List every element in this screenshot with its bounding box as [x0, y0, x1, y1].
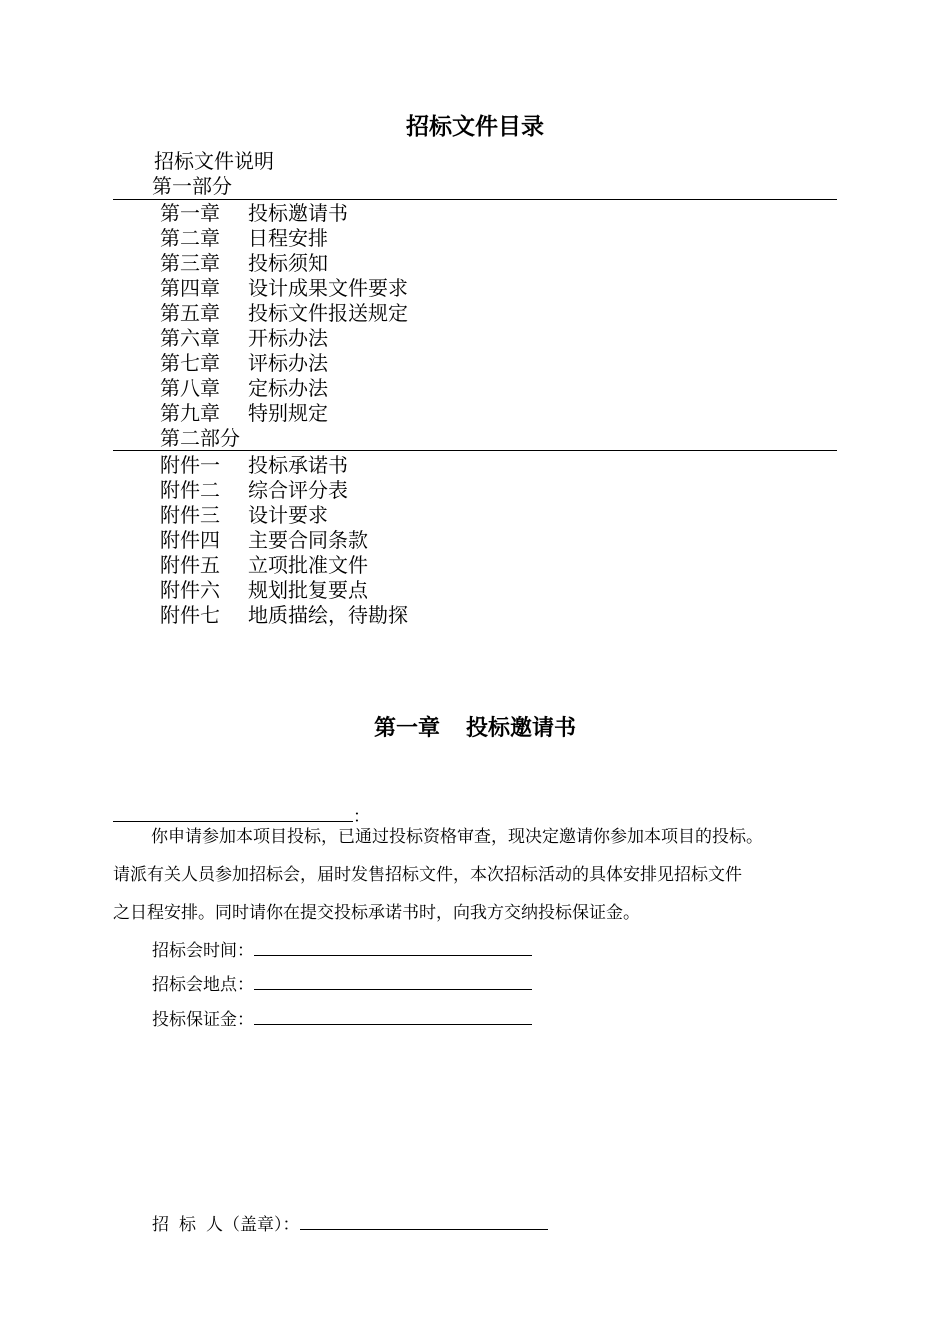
appendix-number: 附件四	[160, 528, 220, 552]
meeting-time-blank[interactable]	[254, 937, 532, 956]
chapter-name: 投标邀请书	[466, 715, 577, 741]
invitation-line-2: 请派有关人员参加招标会，届时发售招标文件，本次招标活动的具体安排见招标文件	[113, 865, 742, 885]
chapter-number: 第九章	[160, 401, 220, 425]
appendix-title: 综合评分表	[248, 478, 348, 502]
appendix-number: 附件五	[160, 553, 220, 577]
chapter-title	[0, 711, 950, 742]
meeting-place-blank[interactable]	[254, 971, 532, 990]
appendix-number: 附件二	[160, 478, 220, 502]
part1-divider	[113, 199, 837, 200]
chapter-title: 日程安排	[248, 226, 328, 250]
toc-appendix-2	[160, 478, 348, 503]
chapter-title: 投标须知	[248, 251, 328, 275]
chapter-title: 评标办法	[248, 351, 328, 375]
appendix-number: 附件七	[160, 603, 220, 627]
meeting-place-label: 招标会地点：	[152, 975, 254, 995]
appendix-title: 规划批复要点	[248, 578, 368, 602]
chapter-title: 投标邀请书	[248, 201, 348, 225]
signer-char: 招	[152, 1215, 169, 1235]
chapter-number: 第八章	[160, 376, 220, 400]
appendix-number: 附件一	[160, 453, 220, 477]
toc-appendix-3	[160, 503, 328, 528]
chapter-number: 第三章	[160, 251, 220, 275]
chapter-title: 投标文件报送规定	[248, 301, 408, 325]
toc-chapter-9	[160, 401, 328, 426]
deposit-blank[interactable]	[254, 1006, 532, 1025]
chapter-number: 第七章	[160, 351, 220, 375]
toc-appendix-4	[160, 528, 368, 553]
toc-intro: 招标文件说明	[154, 149, 274, 173]
chapter-title: 开标办法	[248, 326, 328, 350]
signer-char: 标	[179, 1215, 196, 1235]
signer-suffix: （盖章）：	[223, 1215, 300, 1235]
toc-appendix-7	[160, 603, 408, 628]
toc-chapter-2	[160, 226, 328, 251]
chapter-title: 设计成果文件要求	[248, 276, 408, 300]
chapter-number: 第四章	[160, 276, 220, 300]
toc-part2-heading: 第二部分	[160, 426, 240, 450]
meeting-place-field	[152, 971, 532, 996]
toc-chapter-1	[160, 201, 348, 226]
appendix-title: 立项批准文件	[248, 553, 368, 577]
appendix-title: 设计要求	[248, 503, 328, 527]
toc-chapter-6	[160, 326, 328, 351]
salutation-colon: ：	[353, 807, 370, 827]
chapter-number: 第二章	[160, 226, 220, 250]
chapter-number: 第一章	[373, 715, 440, 741]
signer-char: 人	[206, 1215, 223, 1235]
appendix-title: 地质描绘，待勘探	[248, 603, 408, 627]
appendix-number: 附件三	[160, 503, 220, 527]
chapter-title: 定标办法	[248, 376, 328, 400]
chapter-number: 第五章	[160, 301, 220, 325]
meeting-time-field	[152, 937, 532, 962]
meeting-time-label: 招标会时间：	[152, 941, 254, 961]
chapter-number: 第一章	[160, 201, 220, 225]
toc-part1-heading: 第一部分	[152, 174, 232, 198]
toc-chapter-7	[160, 351, 328, 376]
signer-field	[152, 1211, 548, 1236]
appendix-title: 投标承诺书	[248, 453, 348, 477]
invitation-line-1	[113, 818, 853, 856]
toc-chapter-8	[160, 376, 328, 401]
invitation-text: 你申请参加本项目投标，已通过投标资格审查，现决定邀请你参加本项目的投标。	[151, 827, 763, 847]
invitation-line-3: 之日程安排。同时请你在提交投标承诺书时，向我方交纳投标保证金。	[113, 903, 640, 923]
toc-appendix-1	[160, 453, 348, 478]
deposit-label: 投标保证金：	[152, 1010, 254, 1030]
toc-chapter-4	[160, 276, 408, 301]
appendix-title: 主要合同条款	[248, 528, 368, 552]
chapter-title: 特别规定	[248, 401, 328, 425]
toc-chapter-5	[160, 301, 408, 326]
appendix-number: 附件六	[160, 578, 220, 602]
toc-appendix-6	[160, 578, 368, 603]
toc-appendix-5	[160, 553, 368, 578]
signer-blank[interactable]	[300, 1211, 548, 1230]
toc-chapter-3	[160, 251, 328, 276]
toc-title: 招标文件目录	[406, 113, 544, 140]
deposit-field	[152, 1006, 532, 1031]
part2-divider	[113, 450, 837, 451]
chapter-number: 第六章	[160, 326, 220, 350]
